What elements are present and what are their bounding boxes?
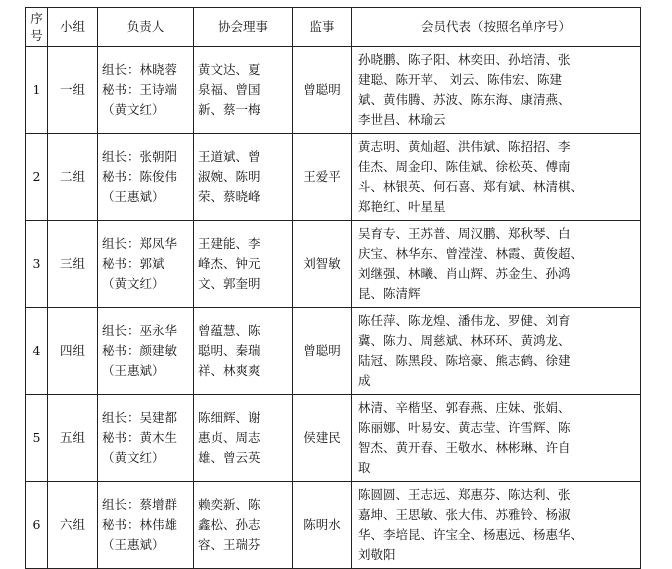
row-director: 黄文达、夏 泉福、曾国 新、蔡一梅 — [194, 47, 293, 134]
row-group: 五组 — [48, 395, 98, 482]
header-members: 会员代表（按照名单序号） — [352, 8, 641, 47]
group-table — [25, 7, 641, 569]
row-group: 六组 — [48, 482, 98, 569]
row-members: 孙晓鹏、陈子阳、林奕田、孙培清、张 建聪、陈开苹、 刘云、陈伟宏、陈建 斌、黄伟腾、苏波、陈东海、康清燕、 李世昌、林瑜云 — [352, 47, 641, 134]
row-leader: 组长：郑凤华 秘书：郭斌 （黄文红） — [98, 221, 194, 308]
row-director: 曾蕴慧、陈 聪明、秦瑞 祥、林爽爽 — [194, 308, 293, 395]
row-leader: 组长：巫永华 秘书：颜建敏 （王惠斌） — [98, 308, 194, 395]
row-leader: 组长：蔡增群 秘书：林伟雄 （王惠斌） — [98, 482, 194, 569]
row-director: 陈细辉、谢 惠贞、周志 雄、曾云英 — [194, 395, 293, 482]
row-group: 四组 — [48, 308, 98, 395]
header-director: 协会理事 — [194, 8, 293, 47]
row-members: 陈圆圆、王志远、郑惠芬、陈达利、张 嘉坤、王思敏、张大伟、苏雅铃、杨淑 华、李培昆、许宝全、杨惠远、杨惠华、 刘敬阳 — [352, 482, 641, 569]
row-supervisor: 侯建民 — [293, 395, 352, 482]
row-supervisor: 曾聪明 — [293, 308, 352, 395]
row-members: 林清、辛楷坚、郭春燕、庄妹、张娟、 陈丽娜、叶易安、黄志莹、许雪辉、陈 智杰、黄开春、王敬水、林彬琳、许自 取 — [352, 395, 641, 482]
row-seq: 5 — [26, 395, 48, 482]
header-seq: 序 号 — [26, 8, 48, 47]
header-leader: 负责人 — [98, 8, 194, 47]
table-wrapper — [25, 7, 641, 569]
row-leader: 组长：林晓蓉 秘书：王诗端 （黄文红） — [98, 47, 194, 134]
row-seq: 2 — [26, 134, 48, 221]
row-members: 黄志明、黄灿超、洪伟斌、陈招招、李 佳杰、周金印、陈佳斌、徐松英、傅南 斗、林银英、何石喜、郑有斌、林清棋、 郑艳红、叶星星 — [352, 134, 641, 221]
table-row — [26, 482, 641, 569]
row-supervisor: 曾聪明 — [293, 47, 352, 134]
row-seq: 6 — [26, 482, 48, 569]
row-leader: 组长：吴建都 秘书：黄木生 （黄文红） — [98, 395, 194, 482]
row-group: 一组 — [48, 47, 98, 134]
row-seq: 3 — [26, 221, 48, 308]
row-members: 吴育专、王苏普、周汉鹏、郑秋琴、白 庆宝、林华东、曾滢滢、林霞、黄俊超、 刘继强、林曦、肖山辉、苏金生、孙鸿 昆、陈清辉 — [352, 221, 641, 308]
row-supervisor: 陈明水 — [293, 482, 352, 569]
row-supervisor: 刘智敏 — [293, 221, 352, 308]
row-director: 王道斌、曾 淑婉、陈明 荣、蔡晓峰 — [194, 134, 293, 221]
header-row — [26, 8, 641, 47]
table-row — [26, 395, 641, 482]
row-group: 二组 — [48, 134, 98, 221]
row-seq: 1 — [26, 47, 48, 134]
row-director: 王建能、李 峰杰、钟元 文、郭奎明 — [194, 221, 293, 308]
table-row — [26, 308, 641, 395]
row-members: 陈任萍、陈龙煌、潘伟龙、罗健、刘育 冀、陈力、周慈斌、林环环、黄鸿龙、 陆冠、陈黑段、陈培豪、熊志鹤、徐建 成 — [352, 308, 641, 395]
table-row — [26, 221, 641, 308]
row-supervisor: 王爱平 — [293, 134, 352, 221]
row-director: 赖奕新、陈 鑫松、孙志 容、王瑞芬 — [194, 482, 293, 569]
table-body — [26, 47, 641, 569]
table-row — [26, 47, 641, 134]
header-group: 小组 — [48, 8, 98, 47]
header-supervisor: 监事 — [293, 8, 352, 47]
table-row — [26, 134, 641, 221]
row-group: 三组 — [48, 221, 98, 308]
row-leader: 组长：张朝阳 秘书：陈俊伟 （王惠斌） — [98, 134, 194, 221]
row-seq: 4 — [26, 308, 48, 395]
